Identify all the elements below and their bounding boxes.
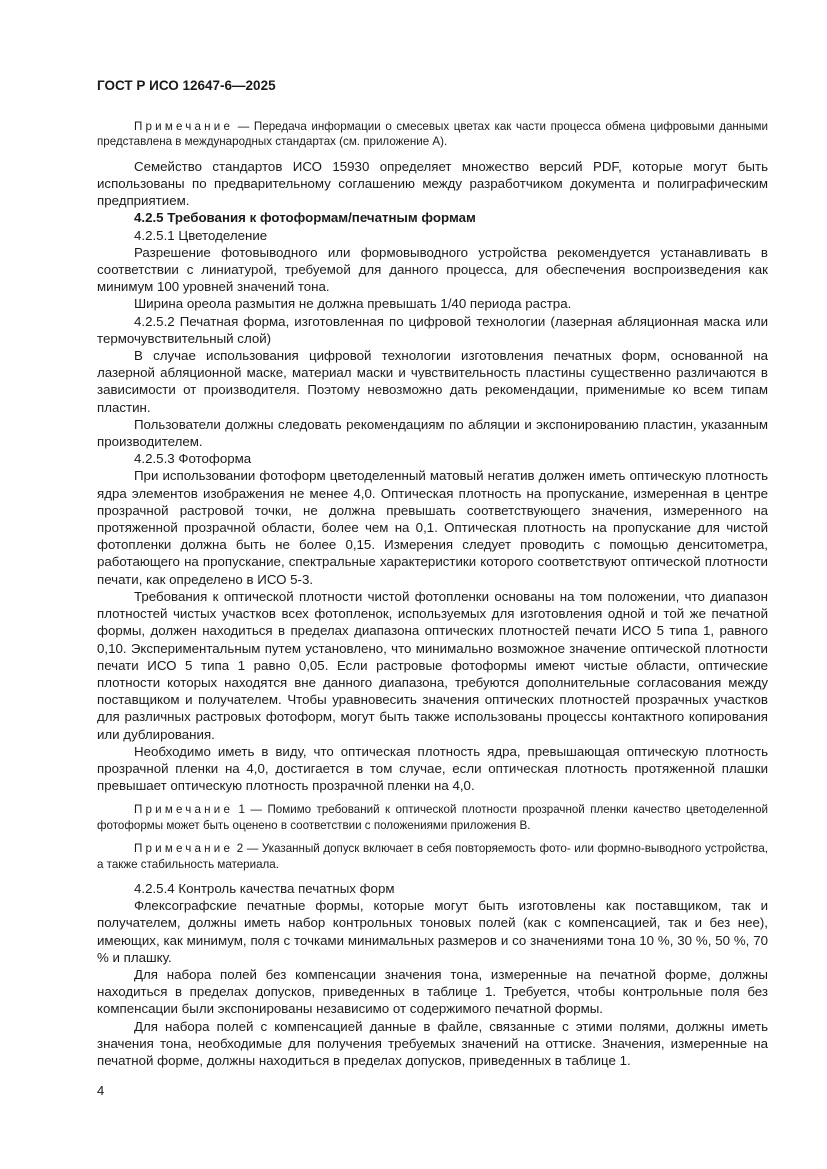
document-body <box>97 115 768 1069</box>
note-paragraph <box>97 841 768 872</box>
body-paragraph: В случае использования цифровой технологии изготовления печатных форм, основанной на лазерной абляционной маске, материал маски и чувствительность пластины существенно различаются в зависимости от производителя. Поэтому невозможно дать рекомендации, применимые ко всем типам пластин. <box>97 348 768 415</box>
note-paragraph <box>97 119 768 150</box>
body-paragraph: Семейство стандартов ИСО 15930 определяет множество версий PDF, которые могут быть использованы по предварительному соглашению между разработчиком документа и полиграфическим предприятием. <box>97 158 768 209</box>
body-paragraph: Разрешение фотовыводного или формовыводного устройства рекомендуется устанавливать в соответствии с линиатурой, требуемой для данного процесса, для обеспечения воспроизведения как минимум 100 уровней значений тона. <box>97 244 768 295</box>
subsection-heading: 4.2.5.3 Фотоформа <box>134 451 252 467</box>
section-heading: 4.2.5 Требования к фотоформам/печатным формам <box>134 210 476 226</box>
subsection-heading: 4.2.5.1 Цветоделение <box>134 227 268 243</box>
body-paragraph: Пользователи должны следовать рекомендациям по абляции и экспонированию пластин, указанным производителем. <box>97 416 768 450</box>
subsection-heading: 4.2.5.4 Контроль качества печатных форм <box>134 880 395 896</box>
page-number: 4 <box>97 1083 105 1098</box>
body-paragraph: Ширина ореола размытия не должна превышать 1/40 периода растра. <box>134 296 572 312</box>
note-text: — Передача информации о смесевых цветах как части процесса обмена цифровыми данными представлена в международных стандартах (см. приложение А). <box>97 120 768 149</box>
document-header: ГОСТ Р ИСО 12647-6—2025 <box>97 78 276 93</box>
body-paragraph: Для набора полей с компенсацией данные в файле, связанные с этими полями, должны иметь значения тона, необходимые для получения требуемых значений на оттиске. Значения, измеренные на печатной форме, должны находиться в пределах допусков, приведенных в таблице 1. <box>97 1018 768 1068</box>
note-label: Примечание <box>134 842 234 856</box>
note-paragraph <box>97 802 768 833</box>
body-paragraph: Флексографские печатные формы, которые могут быть изготовлены как поставщиком, так и получателем, должны иметь набор контрольных тоновых полей (как с компенсацией, так и без нее), имеющих, как минимум, поля с точками минимальных размеров и со значениями тона 10 %, 30 %, 50 %, 70 % и плашку. <box>97 898 768 965</box>
note-text: 1 — Помимо требований к оптической плотности прозрачной пленки качество цветоделенной фотоформы может быть оценено в соответствии с положениями приложения В. <box>97 803 768 832</box>
subsection-heading: 4.2.5.2 Печатная форма, изготовленная по цифровой технологии (лазерная абляционная маска или термочувствительный слой) <box>97 313 768 346</box>
note-text: 2 — Указанный допуск включает в себя повторяемость фото- или формно-выводного устройства, а также стабильность материала. <box>97 842 768 871</box>
body-paragraph: Требования к оптической плотности чистой фотопленки основаны на том положении, что диапазон плотностей чистых участков всех фотопленок, используемых для изготовления одной и той же печатной формы, должен находиться в пределах диапазона оптических плотностей печати ИСО 5 типа 1, равного 0,10. Экспериментальным путем установлено, что минимально возможное значение оптической плотности печати ИСО 5 типа 1 равно 0,05. Если растровые фотоформы имеют чистые области, оптические плотности которых находятся вне данного диапазона, требуются дополнительные согласования между поставщиком и получателем. Чтобы уравновесить значения оптических плотностей прозрачных участков для различных растровых фотоформ, могут быть также использованы процессы контактного копирования или дублирования. <box>97 588 768 742</box>
note-label: Примечание <box>134 120 234 133</box>
note-label: Примечание <box>134 803 234 817</box>
body-paragraph: Необходимо иметь в виду, что оптическая плотность ядра, превышающая оптическую плотность прозрачной пленки на 4,0, достигается в том случае, если оптическая плотность протяженной плашки превышает оптическую плотность прозрачной пленки на 4,0. <box>97 743 768 794</box>
body-paragraph: При использовании фотоформ цветоделенный матовый негатив должен иметь оптическую плотность ядра элементов изображения не менее 4,0. Оптическая плотность на пропускание, измеренная в центре прозрачной растровой точки, не должна превышать соответствующего значения, измеренного на протяженной прозрачной области, более чем на 0,1. Оптическая плотность на пропускание для чистой фотопленки должна быть не более 0,15. Измерения следует проводить с помощью денситометра, работающего на пропускание, спектральные характеристики которого соответствуют оптической плотности печати, как определено в ИСО 5-3. <box>97 468 768 587</box>
body-paragraph: Для набора полей без компенсации значения тона, измеренные на печатной форме, должны находиться в пределах допусков, приведенных в таблице 1. Требуется, чтобы контрольные поля без компенсации были экспонированы независимо от содержимого печатной формы. <box>97 966 768 1017</box>
